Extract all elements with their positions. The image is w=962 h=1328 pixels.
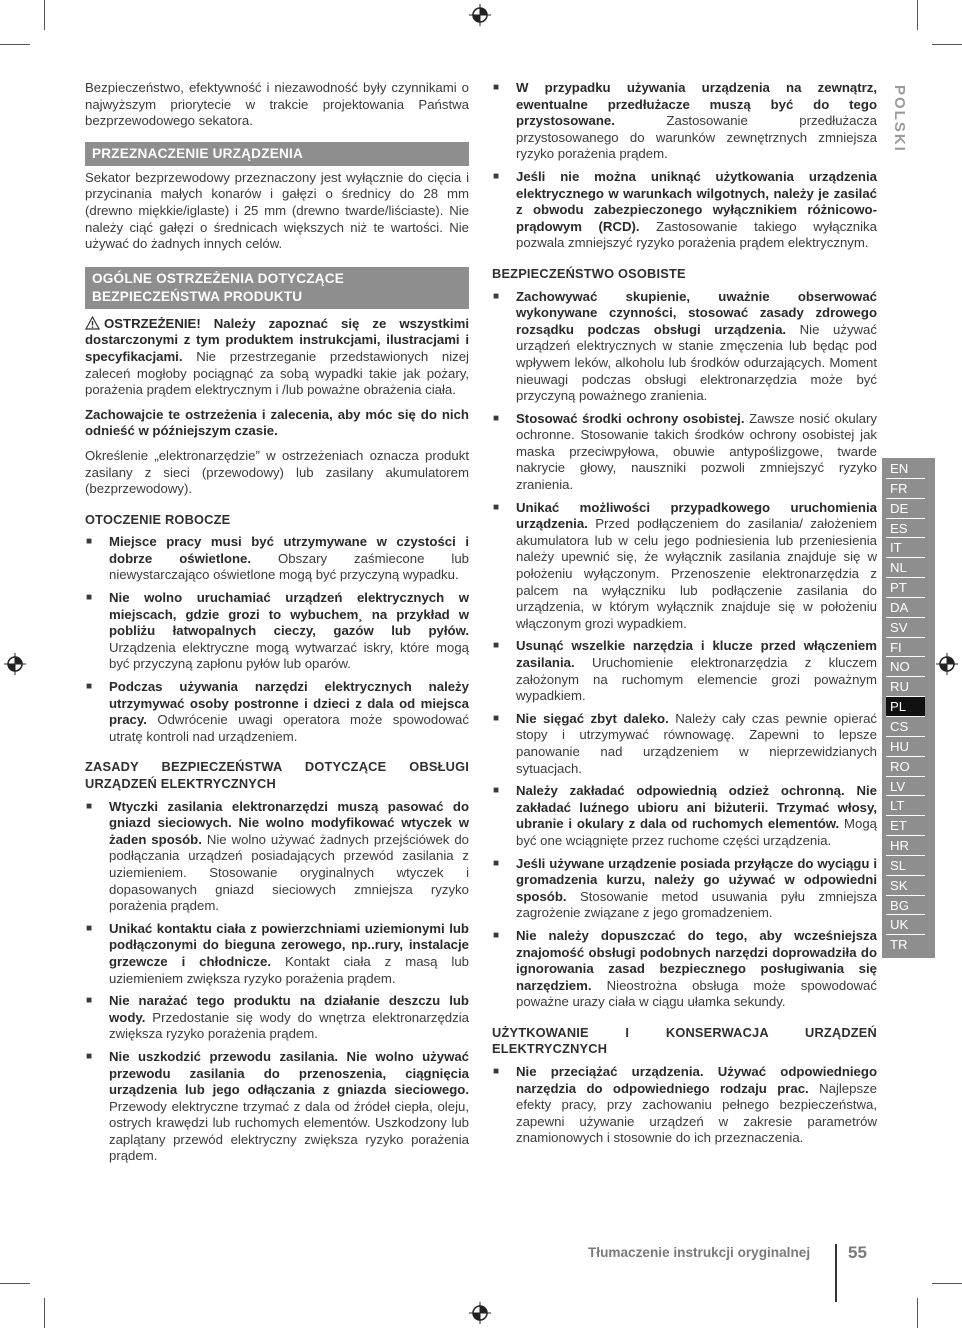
use-and-care-list <box>492 1064 877 1147</box>
crop-mark <box>0 1283 30 1284</box>
item-bold: W przypadku używania urządzenia na zewnątrz, ewentualne przedłużacze muszą być do tego przystosowane. <box>516 80 877 129</box>
item-bold: Jeśli nie można uniknąć użytkowania urządzenia elektrycznego w warunkach wilgotnych, należy je zasilać z obwodu zabezpieczonego wyłącznikiem różnicowo-prądowym (RCD). <box>516 168 877 234</box>
language-tab-es[interactable]: ES <box>886 519 925 539</box>
item-text: Kontakt ciała z masą lub uziemieniem zwiększa ryzyko porażenia prądem. <box>109 953 469 986</box>
language-side-label: POLSKI <box>891 85 908 153</box>
heading-line: BEZPIECZEŃSTWA PRODUKTU <box>92 288 303 304</box>
language-tab-en[interactable]: EN <box>886 459 925 479</box>
work-area-list <box>85 534 469 745</box>
item-bold: Wtyczki zasilania elektronarzędzi muszą pasować do gniazd sieciowych. Nie wolno modyfikować wtyczek w żaden sposób. <box>109 798 469 847</box>
item-text: Przewody elektryczne trzymać z dala od źródeł ciepła, oleju, ostrych krawędzi lub ruchomych elementów. Uszkodzony lub zaplątany przewód elektryczny zwiększa ryzyko porażenia prądem. <box>109 1098 469 1164</box>
list-item <box>492 638 877 704</box>
item-bold: Nie narażać tego produktu na działanie deszczu lub wody. <box>109 993 469 1025</box>
term-definition-paragraph: Określenie „elektronarzędzie” w ostrzeżeniach oznacza produkt zasilany z sieci (przewodowy) lub zasilany akumulatorem (bezprzewodowy). <box>85 447 469 497</box>
registration-mark-icon <box>936 653 958 675</box>
intro-paragraph: Bezpieczeństwo, efektywność i niezawodność były czynnikami o najwyższym priorytecie w trakcie projektowania Państwa bezprzewodowego sekatora. <box>85 80 469 129</box>
warning-paragraph <box>85 316 469 399</box>
personal-safety-heading: BEZPIECZEŃSTWO OSOBISTE <box>492 265 686 281</box>
language-tab-da[interactable]: DA <box>886 598 925 618</box>
language-tab-et[interactable]: ET <box>886 816 925 836</box>
list-item <box>492 80 877 163</box>
work-area-heading: OTOCZENIE ROBOCZE <box>85 511 231 527</box>
language-tab-sv[interactable]: SV <box>886 618 925 638</box>
item-text: Najlepsze efekty pracy, przy zachowaniu pełnego bezpieczeństwa, zapewni używanie urządzeń w zakresie parametrów znamionowych i stosownie do ich przeznaczenia. <box>516 1080 877 1146</box>
list-item <box>492 928 877 1011</box>
language-tab-de[interactable]: DE <box>886 499 925 519</box>
crop-mark <box>44 0 45 30</box>
list-item <box>492 856 877 922</box>
language-tab-strip <box>882 458 935 958</box>
heading-line: OGÓLNE OSTRZEŻENIA DOTYCZĄCE <box>92 270 345 286</box>
section-heading-intended-use: PRZEZNACZENIE URZĄDZENIA <box>85 142 469 166</box>
crop-mark <box>932 44 962 45</box>
registration-mark-icon <box>469 1302 491 1324</box>
page-number: 55 <box>848 1243 867 1262</box>
language-tab-ro[interactable]: RO <box>886 757 925 777</box>
item-text: Obszary zaśmiecone lub niewystarczająco oświetlone mogą być przyczyną wypadku. <box>109 550 469 583</box>
crop-mark <box>0 44 30 45</box>
language-tab-pl[interactable]: PL <box>886 697 925 717</box>
electrical-safety-heading: ZASADY BEZPIECZEŃSTWA DOTYCZĄCE OBSŁUGI URZĄDZEŃ ELEKTRYCZNYCH <box>85 759 469 791</box>
item-text: Nieostrożna obsługa może spowodować poważne urazy ciała w ciągu ułamka sekundy. <box>516 977 877 1010</box>
list-item <box>85 993 469 1043</box>
language-tab-tr[interactable]: TR <box>890 937 908 953</box>
warning-triangle-icon <box>85 316 100 330</box>
registration-mark-icon <box>4 653 26 675</box>
section-heading-general-warnings <box>85 267 469 309</box>
item-text: Zawsze nosić okulary ochronne. Stosowanie takich środków ochrony osobistej jak maska przeciwpyłowa, obuwie antypoślizgowe, twarde nakrycie głowy, nauszniki pozwoli zmniejszyć ryzyko zranienia. <box>516 410 877 493</box>
item-text: Nie używać urządzeń elektrycznych w stanie zmęczenia lub będąc pod wpływem leków, alkoholu lub środków odurzających. Moment nieuwagi podczas obsługi elektronarzędzia może być przyczyną poważnego zranienia. <box>516 321 877 404</box>
warning-bold: OSTRZEŻENIE! Należy zapoznać się ze wszystkimi dostarczonymi z tym produktem instrukcjami, ilustracjami i specyfikacjami. <box>85 315 469 364</box>
list-item <box>492 500 877 633</box>
electrical-safety-list <box>85 799 469 1165</box>
item-bold: Unikać kontaktu ciała z powierzchniami uziemionymi lub podłączonymi do bieguna zerowego, np..rury, instalacje grzewcze i chłodnicze. <box>109 920 469 969</box>
item-text: Zastosowanie przedłużacza przystosowanego do warunków zewnętrznych zmniejsza ryzyko porażenia prądem. <box>516 113 877 162</box>
language-tab-bg[interactable]: BG <box>886 896 925 916</box>
crop-mark <box>917 1298 918 1328</box>
list-item <box>85 534 469 584</box>
language-tab-fr[interactable]: FR <box>886 479 925 499</box>
list-item <box>492 783 877 849</box>
list-item <box>492 289 877 405</box>
language-tab-hr[interactable]: HR <box>886 836 925 856</box>
item-text: Uruchomienie elektronarzędzia z kluczem założonym na ruchomym elemencie grozi poważnym wypadkiem. <box>516 655 877 704</box>
item-text: Urządzenia elektryczne mogą wytwarzać iskry, które mogą być przyczyną zapłonu pyłów lub oparów. <box>109 639 469 672</box>
item-bold: Nie należy dopuszczać do tego, aby wcześniejsza znajomość obsługi podobnych narzędzi doprowadziła do ignorowania zasad bezpiecznego posługiwania się narzędziem. <box>516 927 877 993</box>
list-item <box>85 1049 469 1165</box>
crop-mark <box>932 1283 962 1284</box>
language-tab-lv[interactable]: LV <box>886 777 925 797</box>
language-tab-pt[interactable]: PT <box>886 578 925 598</box>
item-text: Stosowanie metod usuwania pyłu zmniejsza zagrożenie związane z jego gromadzeniem. <box>516 888 877 921</box>
footer-divider <box>835 1244 837 1302</box>
keep-instructions-bold: Zachowajcie te ostrzeżenia i zalecenia, aby móc się do nich odnieść w późniejszym czasie. <box>85 406 469 439</box>
language-tab-no[interactable]: NO <box>886 657 925 677</box>
item-bold: Stosować środki ochrony osobistej. <box>516 410 745 426</box>
list-item <box>85 799 469 915</box>
list-item <box>492 411 877 494</box>
item-bold: Zachowywać skupienie, uważnie obserwować wykonywane czynności, stosować zasady zdrowego rozsądku podczas obsługi urządzenia. <box>516 288 877 337</box>
language-tab-fi[interactable]: FI <box>886 638 925 658</box>
registration-mark-icon <box>469 4 491 26</box>
electrical-safety-list-continued <box>492 80 877 252</box>
list-item <box>492 711 877 777</box>
list-item <box>85 590 469 673</box>
crop-mark <box>917 0 918 30</box>
language-tab-uk[interactable]: UK <box>886 915 925 935</box>
item-bold: Nie uszkodzić przewodu zasilania. Nie wolno używać przewodu zasilania do przenoszenia, ciągnięcia urządzenia lub jego odłączania z gniazda sieciowego. <box>109 1048 469 1098</box>
item-bold: Nie wolno uruchamiać urządzeń elektrycznych w miejscach, gdzie grozi to wybuchem¸ na przykład w pobliżu łatwopalnych cieczy, gazów lub pyłów. <box>109 590 469 639</box>
item-text: Mogą być one wciągnięte przez ruchome części urządzenia. <box>516 816 877 848</box>
language-tab-ru[interactable]: RU <box>886 677 925 697</box>
list-item <box>85 679 469 745</box>
item-text: Zastosowanie takiego wyłącznika pozwala zmniejszyć ryzyko porażenia prądem elektrycznym. <box>516 218 877 251</box>
left-column <box>85 80 469 1165</box>
list-item <box>85 921 469 987</box>
item-bold: Jeśli używane urządzenie posiada przyłącze do wyciągu i gromadzenia kurzu, należy go używać w odpowiedni sposób. <box>516 855 877 904</box>
item-bold: Podczas używania narzędzi elektrycznych należy utrzymywać osoby postronne i dzieci z dala od miejsca pracy. <box>109 679 469 728</box>
language-tab-hu[interactable]: HU <box>886 737 925 757</box>
list-item <box>492 169 877 252</box>
item-bold: Nie przeciążać urządzenia. Używać odpowiedniego narzędzia do odpowiedniego rodzaju prac. <box>516 1064 877 1096</box>
intended-use-text: Sekator bezprzewodowy przeznaczony jest wyłącznie do cięcia i przycinania małych konarów i gałęzi o średnicy do 28 mm (drewno miękkie/iglaste) i 25 mm (drewno twarde/liściaste). Nie należy ciąć gałęzi o średnicach większych niż te wartości. Nie używać do żadnych innych celów. <box>85 169 469 252</box>
item-bold: Unikać możliwości przypadkowego uruchomienia urządzenia. <box>516 499 877 532</box>
use-and-care-heading: UŻYTKOWANIE I KONSERWACJA URZĄDZEŃ ELEKTRYCZNYCH <box>492 1024 877 1057</box>
language-tab-cs[interactable]: CS <box>886 717 925 737</box>
item-bold: Usunąć wszelkie narzędzia i klucze przed włączeniem zasilania. <box>516 638 877 670</box>
item-text: Nie wolno używać żadnych przejściówek do podłączania urządzeń posiadających przewód zasilania z uziemieniem. Stosowanie oryginalnych wtyczek i dopasowanych gniazd sieciowych zmniejsza ryzyko porażenia prądem. <box>109 831 469 914</box>
personal-safety-list <box>492 289 877 1011</box>
item-bold: Należy zakładać odpowiednią odzież ochronną. Nie zakładać luźnego ubioru ani biżuterii. Trzymać włosy, ubranie i okulary z dala od ruchomych elementów. <box>516 783 877 832</box>
language-tab-it[interactable]: IT <box>886 538 925 558</box>
language-tab-sl[interactable]: SL <box>886 856 925 876</box>
item-text: Należy cały czas pewnie opierać stopy i utrzymywać równowagę. Zapewni to lepsze panowanie nad urządzeniem w nieprzewidzianych sytuacjach. <box>516 710 877 776</box>
item-text: Odwrócenie uwagi operatora może spowodować utratę kontroli nad urządzeniem. <box>109 712 469 744</box>
list-item <box>492 1064 877 1147</box>
language-tab-nl[interactable]: NL <box>886 558 925 578</box>
crop-mark <box>44 1298 45 1328</box>
item-bold: Miejsce pracy musi być utrzymywane w czystości i dobrze oświetlone. <box>109 534 469 566</box>
warning-text: Nie przestrzeganie przedstawionych nizej zaleceń mogłoby pociągnąć za sobą wypadki takie jak pożary, porażenia prądem elektrycznym i /lub poważne obrażenia ciała. <box>85 348 469 398</box>
keep-instructions-paragraph <box>85 407 469 440</box>
item-text: Przedostanie się wody do wnętrza elektronarzędzia zwiększa ryzyko porażenia prądem. <box>109 1009 469 1042</box>
language-tab-sk[interactable]: SK <box>886 876 925 896</box>
language-tab-lt[interactable]: LT <box>886 796 925 816</box>
right-column <box>492 80 877 1147</box>
item-text: Przed podłączeniem do zasilania/ założeniem akumulatora lub w celu jego podniesienia lub przeniesienia należy upewnić się, że wyłącznik zasilania znajduje się w położeniu wyłączonym. Przenoszenie elektronarzędzia z palcem na wyłączniku lub podłączenie zasilania do urządzenia, w którym wyłącznik znajduje się w położeniu włączonym grozi wypadkiem. <box>516 516 877 631</box>
item-bold: Nie sięgać zbyt daleko. <box>516 710 669 726</box>
footer-translation-note: Tłumaczenie instrukcji oryginalnej <box>588 1245 811 1260</box>
